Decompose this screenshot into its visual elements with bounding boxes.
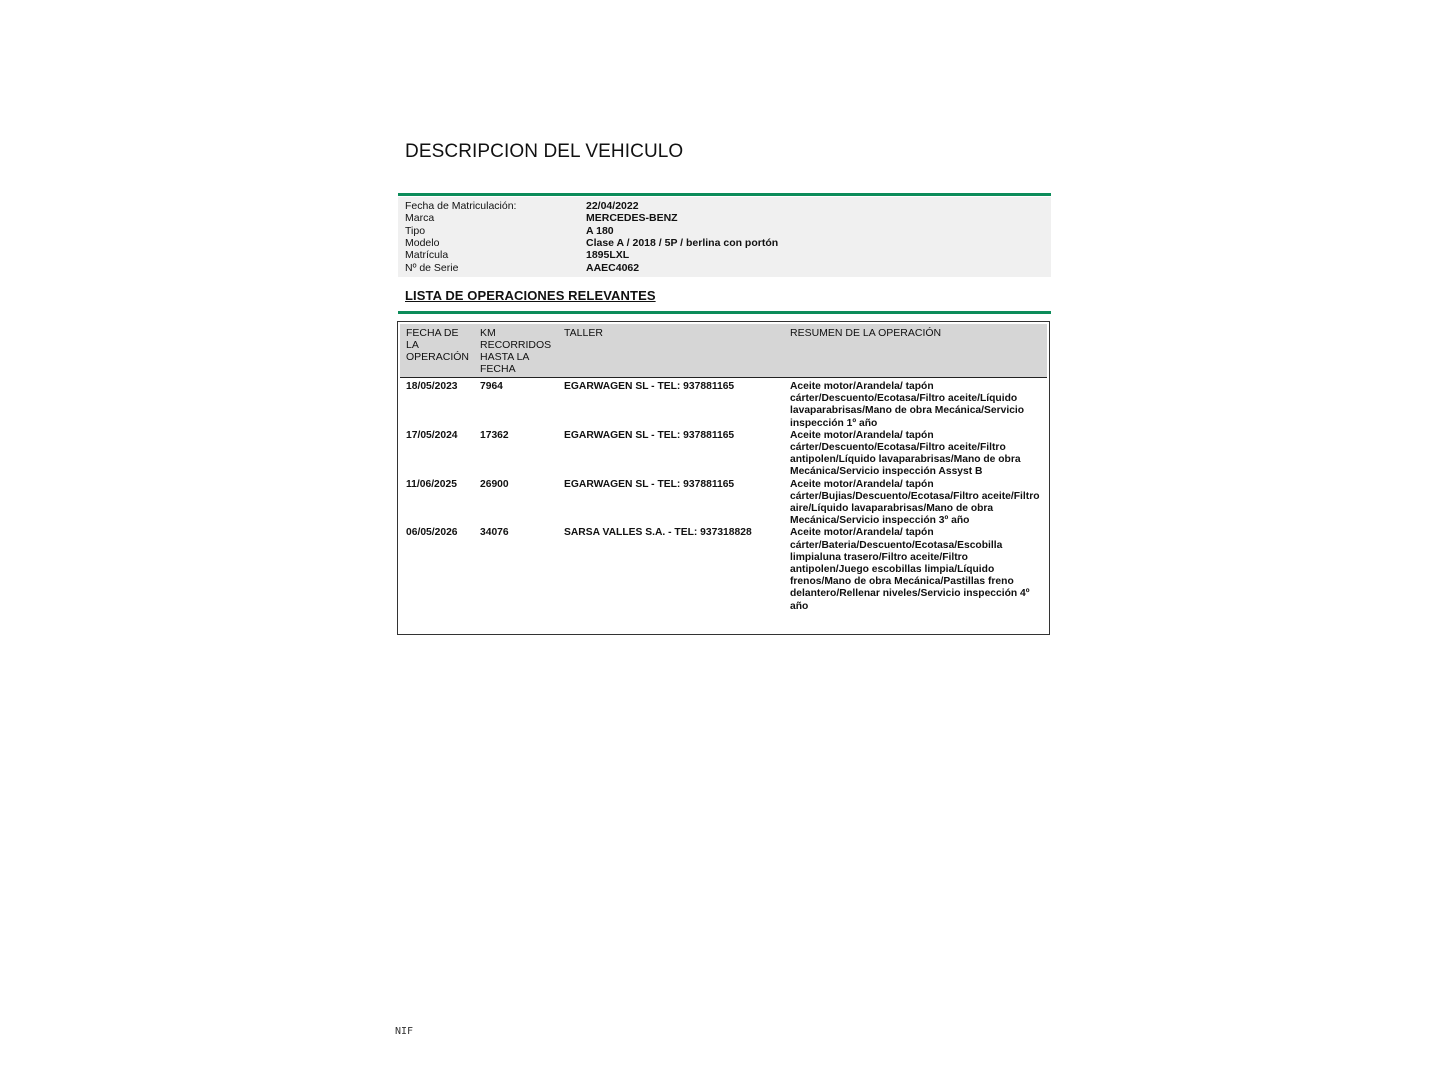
vehicle-label: Modelo (405, 236, 440, 249)
section-divider-operations (398, 311, 1051, 314)
vehicle-description-block (398, 197, 1051, 277)
vehicle-label: Fecha de Matriculación: (405, 200, 517, 212)
footer-nif: NIF (395, 1026, 414, 1037)
cell-date: 06/05/2026 (406, 527, 458, 539)
cell-date: 11/06/2025 (406, 478, 457, 490)
cell-km: 26900 (480, 478, 509, 490)
document-title: DESCRIPCION DEL VEHICULO (405, 141, 684, 162)
cell-summary: Aceite motor/Arandela/ tapón cárter/Bateria/Descuento/Ecotasa/Escobilla limpialuna trasero/Filtro aceite/Filtro antipolen/Juego escobillas limpia/Líquido frenos/Mano de obra Mecánica/Pastillas freno delantero/Rellenar niveles/Servicio inspección 4º año (790, 527, 1030, 612)
vehicle-value: A 180 (586, 224, 614, 237)
vehicle-label: Marca (405, 212, 435, 225)
cell-summary: Aceite motor/Arandela/ tapón cárter/Descuento/Ecotasa/Filtro aceite/Filtro antipolen/Líquido lavaparabrisas/Mano de obra Mecánica/Servicio inspección Assyst B (790, 429, 1021, 478)
vehicle-value: MERCEDES-BENZ (586, 212, 678, 225)
vehicle-label: Nº de Serie (405, 261, 459, 274)
table-row (400, 378, 1047, 430)
vehicle-value: 1895LXL (586, 249, 630, 262)
table-row (400, 527, 1047, 612)
cell-taller: EGARWAGEN SL - TEL: 937881165 (564, 381, 735, 392)
vehicle-label: Matrícula (405, 249, 449, 262)
operations-title: LISTA DE OPERACIONES RELEVANTES (405, 288, 656, 303)
table-row (400, 430, 1047, 479)
vehicle-value: 22/04/2022 (586, 200, 639, 212)
vehicle-value: Clase A / 2018 / 5P / berlina con portón (586, 236, 779, 249)
cell-km: 34076 (480, 527, 509, 539)
header-date: FECHA DE LA OPERACIÓN (400, 324, 474, 378)
table-row (400, 479, 1047, 528)
cell-taller: EGARWAGEN SL - TEL: 937881165 (564, 478, 735, 490)
vehicle-value: AAEC4062 (586, 261, 640, 274)
operations-table-frame (397, 321, 1050, 635)
cell-date: 17/05/2024 (406, 429, 458, 441)
header-taller: TALLER (558, 324, 784, 378)
cell-km: 7964 (480, 381, 503, 392)
cell-date: 18/05/2023 (406, 381, 458, 392)
vehicle-label: Tipo (405, 224, 426, 237)
cell-km: 17362 (480, 429, 509, 441)
section-divider-top (398, 193, 1051, 196)
cell-taller: EGARWAGEN SL - TEL: 937881165 (564, 429, 735, 441)
header-km: KM RECORRIDOS HASTA LA FECHA (474, 324, 558, 378)
cell-summary: Aceite motor/Arandela/ tapón cárter/Descuento/Ecotasa/Filtro aceite/Líquido lavaparabrisas/Mano de obra Mecánica/Servicio inspección 1º año (790, 381, 1025, 429)
operations-table (400, 324, 1047, 613)
table-header-row (400, 324, 1047, 378)
header-summary: RESUMEN DE LA OPERACIÓN (784, 324, 1047, 378)
cell-taller: SARSA VALLES S.A. - TEL: 937318828 (564, 527, 752, 539)
cell-summary: Aceite motor/Arandela/ tapón cárter/Bujias/Descuento/Ecotasa/Filtro aceite/Filtro aire/Líquido lavaparabrisas/Mano de obra Mecánica/Servicio inspección 3º año (790, 478, 1040, 527)
